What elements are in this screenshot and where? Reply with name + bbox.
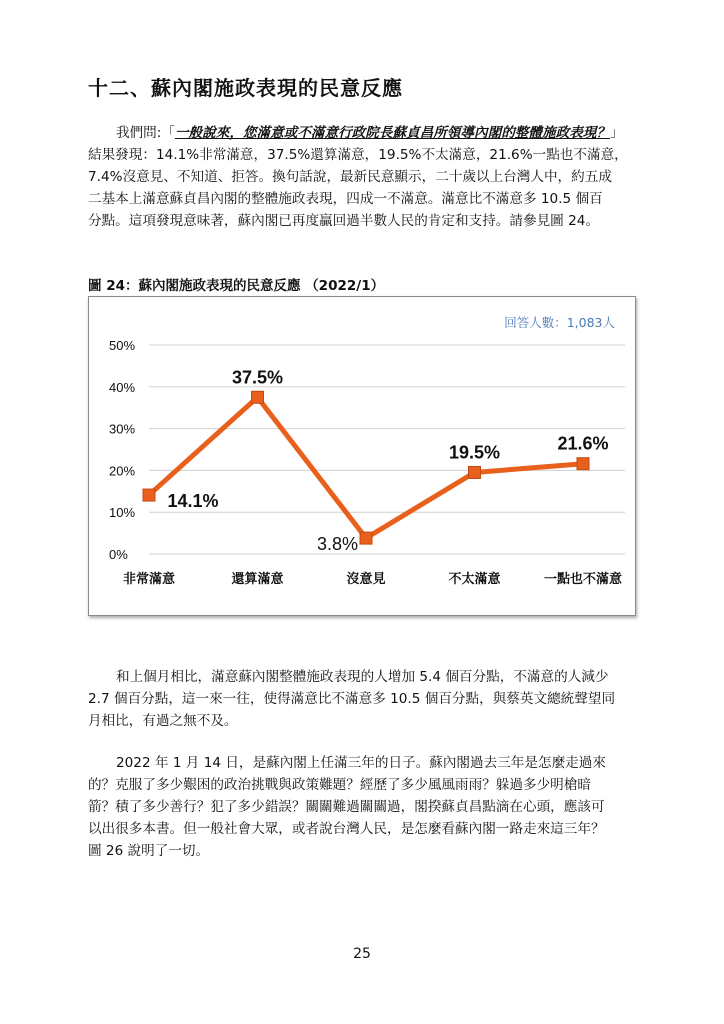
- paragraph-2-line: 月相比，有過之無不及。: [88, 713, 238, 729]
- paragraph-1-question-line: [116, 122, 624, 144]
- section-heading: 十二、蘇內閣施政表現的民意反應: [88, 76, 403, 100]
- chart-frame: [88, 296, 636, 616]
- data-point-marker: [360, 532, 372, 544]
- y-tick-label: 30%: [109, 421, 136, 437]
- paragraph-1-line: 7.4%沒意見、不知道、拒答。換句話說，最新民意顯示，二十歲以上台灣人中，約五成: [88, 169, 612, 185]
- paragraph-1-line: 結果發現：14.1%非常滿意，37.5%還算滿意，19.5%不太滿意，21.6%一點也不滿意，: [88, 147, 628, 163]
- x-category-label: 一點也不滿意: [543, 572, 623, 587]
- paragraph-3-line: 2022 年 1 月 14 日，是蘇內閣上任滿三年的日子。蘇內閣過去三年是怎麼走過來: [116, 755, 606, 771]
- x-category-label: 沒意見: [346, 572, 386, 587]
- paragraph-2-line: 2.7 個百分點，這一來一往，使得滿意比不滿意多 10.5 個百分點，與蔡英文總統聲望同: [88, 691, 616, 707]
- paragraph-3-line: 以出很多本書。但一般社會大眾，或者說台灣人民，是怎麼看蘇內閣一路走來這三年？: [88, 821, 605, 837]
- paragraph-3-line: 的？克服了多少艱困的政治挑戰與政策難題？經歷了多少風風雨雨？躲過多少明槍暗: [88, 777, 591, 793]
- y-tick-label: 20%: [109, 463, 136, 479]
- figure-caption: 圖 24：蘇內閣施政表現的民意反應 （2022/1）: [88, 278, 385, 294]
- data-point-marker: [469, 466, 481, 478]
- paragraph-3-line: 圖 26 說明了一切。: [88, 843, 210, 859]
- x-category-label: 不太滿意: [448, 572, 501, 587]
- data-label: 3.8%: [316, 534, 358, 555]
- data-point-marker: [252, 391, 264, 403]
- x-category-label: 還算滿意: [231, 572, 284, 587]
- data-label: 19.5%: [448, 442, 501, 463]
- data-label: 37.5%: [231, 367, 284, 388]
- data-point-marker: [143, 489, 155, 501]
- paragraph-3-line: 箭？積了多少善行？犯了多少錯誤？關關難過關關過，閣揆蘇貞昌點滴在心頭，應該可: [88, 799, 605, 815]
- respondent-count-annotation: 回答人數：1,083人: [504, 315, 615, 330]
- y-tick-label: 40%: [109, 379, 136, 395]
- page-number: 25: [353, 946, 371, 962]
- y-tick-label: 50%: [109, 338, 136, 353]
- data-label: 21.6%: [557, 433, 609, 454]
- question-lead: 我們問:「: [116, 125, 175, 141]
- y-tick-label: 0%: [109, 547, 128, 562]
- data-point-marker: [577, 458, 589, 470]
- paragraph-1-line: 分點。這項發現意味著，蘇內閣已再度贏回過半數人民的肯定和支持。請參見圖 24。: [88, 213, 599, 229]
- paragraph-2-line: 和上個月相比，滿意蘇內閣整體施政表現的人增加 5.4 個百分點，不滿意的人減少: [116, 669, 609, 685]
- series-line: [149, 397, 583, 538]
- question-close: 」: [609, 125, 624, 141]
- survey-question: 一般說來，您滿意或不滿意行政院長蘇貞昌所領導內閣的整體施政表現？: [174, 125, 610, 141]
- line-chart: [89, 297, 635, 615]
- paragraph-1-line: 二基本上滿意蘇貞昌內閣的整體施政表現，四成一不滿意。滿意比不滿意多 10.5 個百: [88, 191, 603, 207]
- x-category-label: 非常滿意: [122, 572, 176, 587]
- y-tick-label: 10%: [109, 505, 136, 521]
- data-label: 14.1%: [167, 491, 219, 512]
